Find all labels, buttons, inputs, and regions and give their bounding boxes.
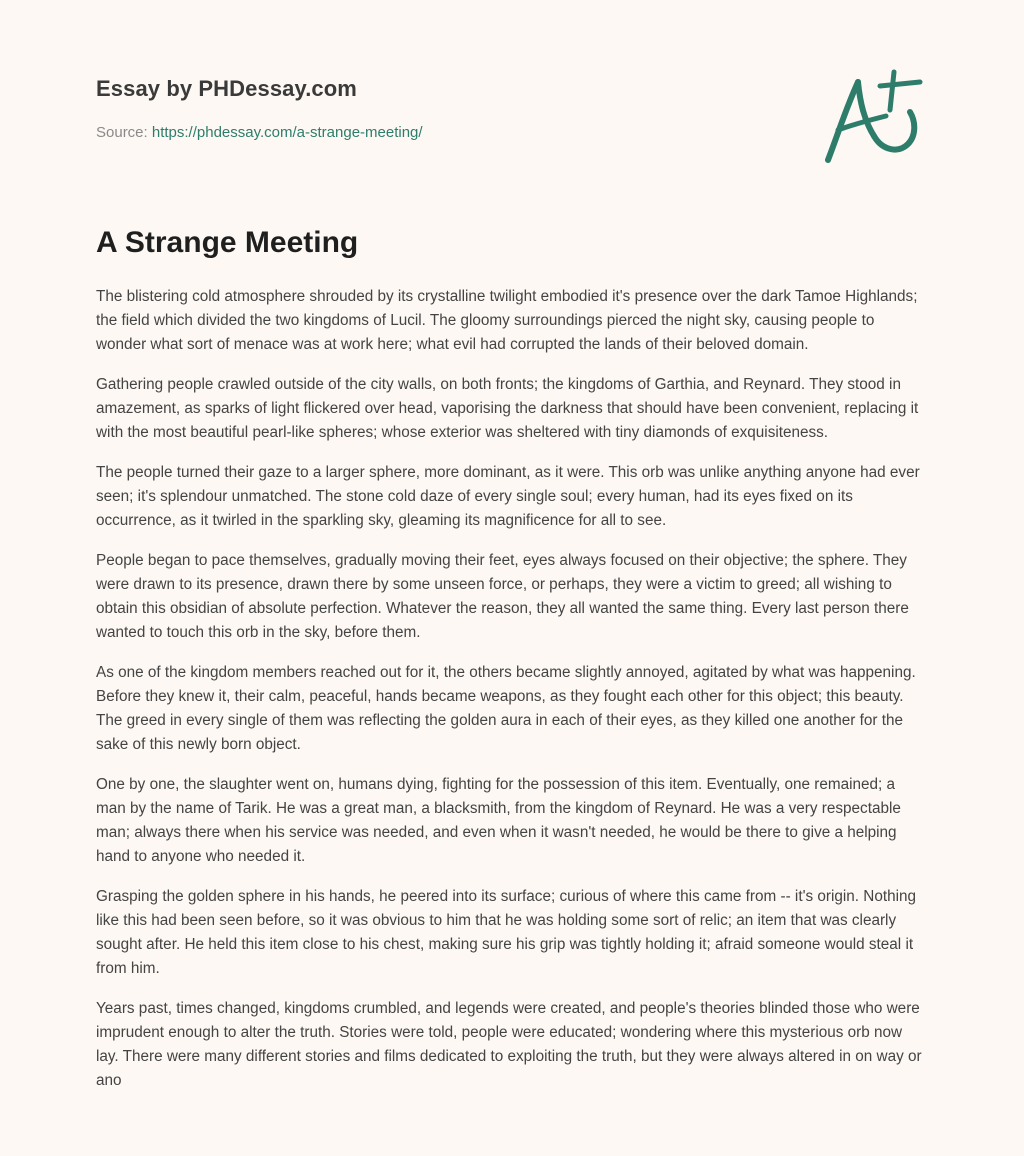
essay-title: A Strange Meeting: [96, 226, 359, 259]
source-line: [96, 124, 423, 141]
site-header: [96, 0, 928, 200]
essay-paragraph: Years past, times changed, kingdoms crumbled, and legends were created, and people's theories blinded those who were imprudent enough to alter the truth. Stories were told, people were educated; wondering where this mysterious orb now lay. There were many different stories and films dedicated to exploiting the truth, but they were always altered in on way or ano: [96, 1000, 922, 1089]
a-plus-logo: [824, 68, 928, 164]
essay-paragraph: The people turned their gaze to a larger sphere, more dominant, as it were. This orb was unlike anything anyone had ever seen; it's splendour unmatched. The stone cold daze of every single soul; every human, had its eyes fixed on its occurrence, as it twirled in the sparkling sky, gleaming its magnificence for all to see.: [96, 464, 920, 529]
essay-paragraph: As one of the kingdom members reached out for it, the others became slightly annoyed, agitated by what was happening. Before they knew it, their calm, peaceful, hands became weapons, as they fought each other for this object; this beauty. The greed in every single of them was reflecting the golden aura in each of their eyes, as they killed one another for the sake of this newly born object.: [96, 664, 916, 753]
essay-paragraph: People began to pace themselves, gradually moving their feet, eyes always focused on their objective; the sphere. They were drawn to its presence, drawn there by some unseen force, or perhaps, they were a victim to greed; all wishing to obtain this obsidian of absolute perfection. Whatever the reason, they all wanted the same thing. Every last person there wanted to touch this orb in the sky, before them.: [96, 552, 909, 641]
source-link[interactable]: https://phdessay.com/a-strange-meeting/: [151, 124, 423, 141]
source-label: Source:: [96, 124, 148, 141]
essay-paragraph: One by one, the slaughter went on, humans dying, fighting for the possession of this item. Eventually, one remained; a man by the name of Tarik. He was a great man, a blacksmith, from the kingdom of Reynard. He was a very respectable man; always there when his service was needed, and even when it wasn't needed, he would be there to give a helping hand to anyone who needed it.: [96, 776, 901, 865]
site-title: Essay by PHDessay.com: [96, 76, 357, 101]
page: [96, 0, 928, 1089]
essay-paragraph: The blistering cold atmosphere shrouded by its crystalline twilight embodied it's presence over the dark Tamoe Highlands; the field which divided the two kingdoms of Lucil. The gloomy surroundings pierced the night sky, causing people to wonder what sort of menace was at work here; what evil had corrupted the lands of their beloved domain.: [96, 288, 918, 353]
essay-paragraph: Grasping the golden sphere in his hands, he peered into its surface; curious of where this came from -- it's origin. Nothing like this had been seen before, so it was obvious to him that he was holding some sort of relic; an item that was clearly sought after. He held this item close to his chest, making sure his grip was tightly holding it; afraid someone would steal it from him.: [96, 888, 917, 977]
essay-body: [96, 285, 928, 1109]
essay-paragraph: Gathering people crawled outside of the city walls, on both fronts; the kingdoms of Garthia, and Reynard. They stood in amazement, as sparks of light flickered over head, vaporising the darkness that should have been convenient, replacing it with the most beautiful pearl-like spheres; whose exterior was sheltered with tiny diamonds of exquisiteness.: [96, 376, 919, 441]
